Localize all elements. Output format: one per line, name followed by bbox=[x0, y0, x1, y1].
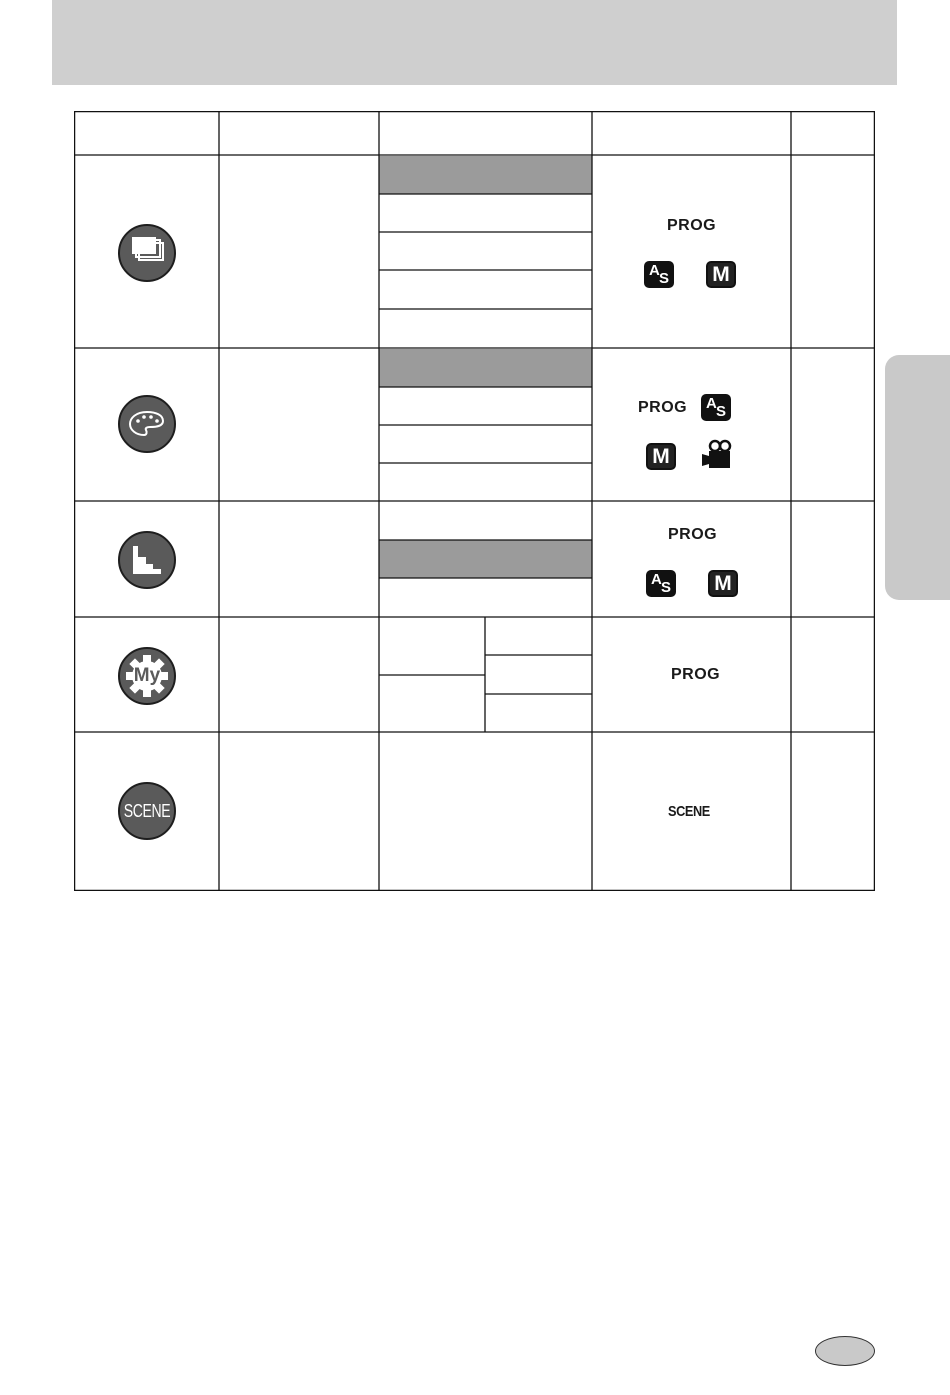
table-grid bbox=[74, 111, 875, 891]
prog-label-row1: PROG bbox=[667, 217, 717, 234]
highlight-cell-row1 bbox=[379, 156, 592, 194]
aperture-shutter-priority-icon: A S bbox=[644, 261, 674, 288]
manual-mode-icon: M bbox=[706, 261, 736, 288]
settings-table bbox=[74, 111, 875, 891]
scene-icon bbox=[118, 782, 176, 840]
chapter-side-tab[interactable] bbox=[885, 355, 950, 600]
scene-mode-label: SCENE bbox=[668, 803, 710, 820]
manual-mode-icon: M bbox=[708, 570, 738, 597]
scene-icon-label: SCENE bbox=[123, 800, 171, 821]
manual-mode-icon: M bbox=[646, 443, 676, 470]
movie-clip-icon bbox=[700, 439, 734, 471]
palette-effect-icon bbox=[118, 395, 176, 453]
highlight-cell-row2 bbox=[379, 349, 592, 387]
prog-label-row4: PROG bbox=[671, 666, 721, 683]
prog-label-row2: PROG bbox=[638, 399, 688, 416]
continuous-shots-icon bbox=[118, 224, 176, 282]
aperture-shutter-priority-icon: A S bbox=[646, 570, 676, 597]
prog-label-row3: PROG bbox=[668, 526, 718, 543]
header-band bbox=[52, 0, 897, 85]
aperture-shutter-priority-icon: A S bbox=[701, 394, 731, 421]
page-number-oval bbox=[815, 1336, 875, 1366]
my-set-icon-label: My bbox=[133, 665, 161, 686]
my-set-gear-icon bbox=[118, 647, 176, 705]
highlight-cell-row3 bbox=[379, 540, 592, 578]
sharpness-staircase-icon bbox=[118, 531, 176, 589]
